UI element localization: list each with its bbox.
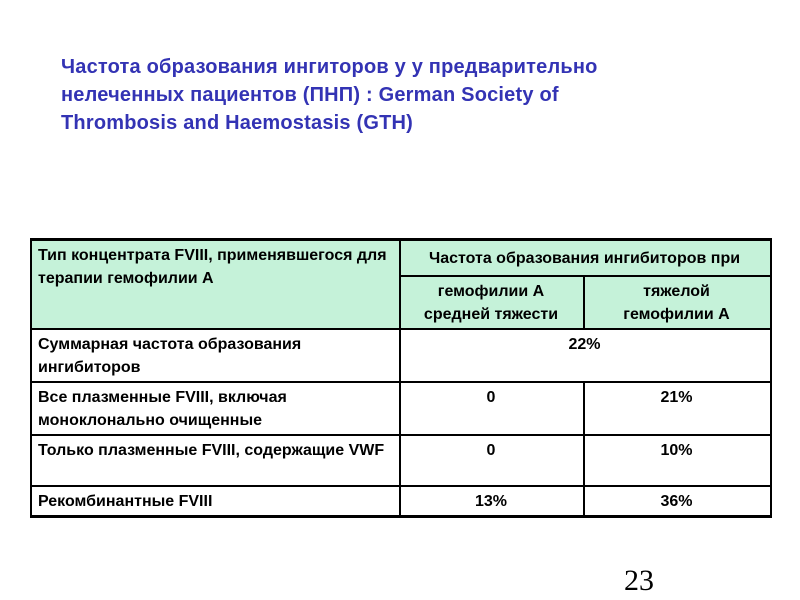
header-cell-concentrate-type: Тип концентрата FVIII, применявшегося для терапии гемофилии А [31, 240, 400, 329]
slide-title-line-2: нелеченных пациентов (ПНП) : German Society of [61, 84, 559, 106]
row-label-plasma-vwf: Только плазменные FVIII, содержащие VWF [31, 435, 400, 486]
header-cell-severe-hemophilia [584, 276, 771, 329]
row-label-recombinant: Рекомбинантные FVIII [31, 486, 400, 517]
header-severe-line-2: гемофилии А [623, 305, 730, 323]
header-severe-line-1: тяжелой [643, 282, 710, 300]
table-row-recombinant [31, 486, 771, 517]
row-value-recombinant-severe: 36% [584, 486, 771, 517]
slide-title-line-3: Thrombosis and Haemostasis (GTH) [61, 112, 414, 134]
inhibitor-frequency-table [30, 238, 772, 518]
slide-title [61, 53, 701, 137]
table-row-all-plasma [31, 382, 771, 435]
row-value-all-plasma-moderate: 0 [400, 382, 584, 435]
row-value-all-plasma-severe: 21% [584, 382, 771, 435]
slide-title-line-1: Частота образования ингиторов у у предварительно [61, 56, 598, 78]
header-moderate-line-1: гемофилии А [437, 282, 545, 300]
row-value-recombinant-moderate: 13% [400, 486, 584, 517]
header-cell-frequency-group: Частота образования ингибиторов при [400, 240, 771, 276]
header-moderate-line-2: средней тяжести [423, 305, 559, 323]
table-row-total [31, 329, 771, 382]
page-number: 23 [624, 564, 654, 597]
table-header-row-group [31, 240, 771, 276]
row-value-plasma-vwf-severe: 10% [584, 435, 771, 486]
row-value-plasma-vwf-moderate: 0 [400, 435, 584, 486]
row-label-all-plasma: Все плазменные FVIII, включая моноклонально очищенные [31, 382, 400, 435]
row-value-total-merged: 22% [400, 329, 771, 382]
header-cell-moderate-hemophilia [400, 276, 584, 329]
row-label-total: Суммарная частота образования ингибиторов [31, 329, 400, 382]
table-row-plasma-vwf [31, 435, 771, 486]
